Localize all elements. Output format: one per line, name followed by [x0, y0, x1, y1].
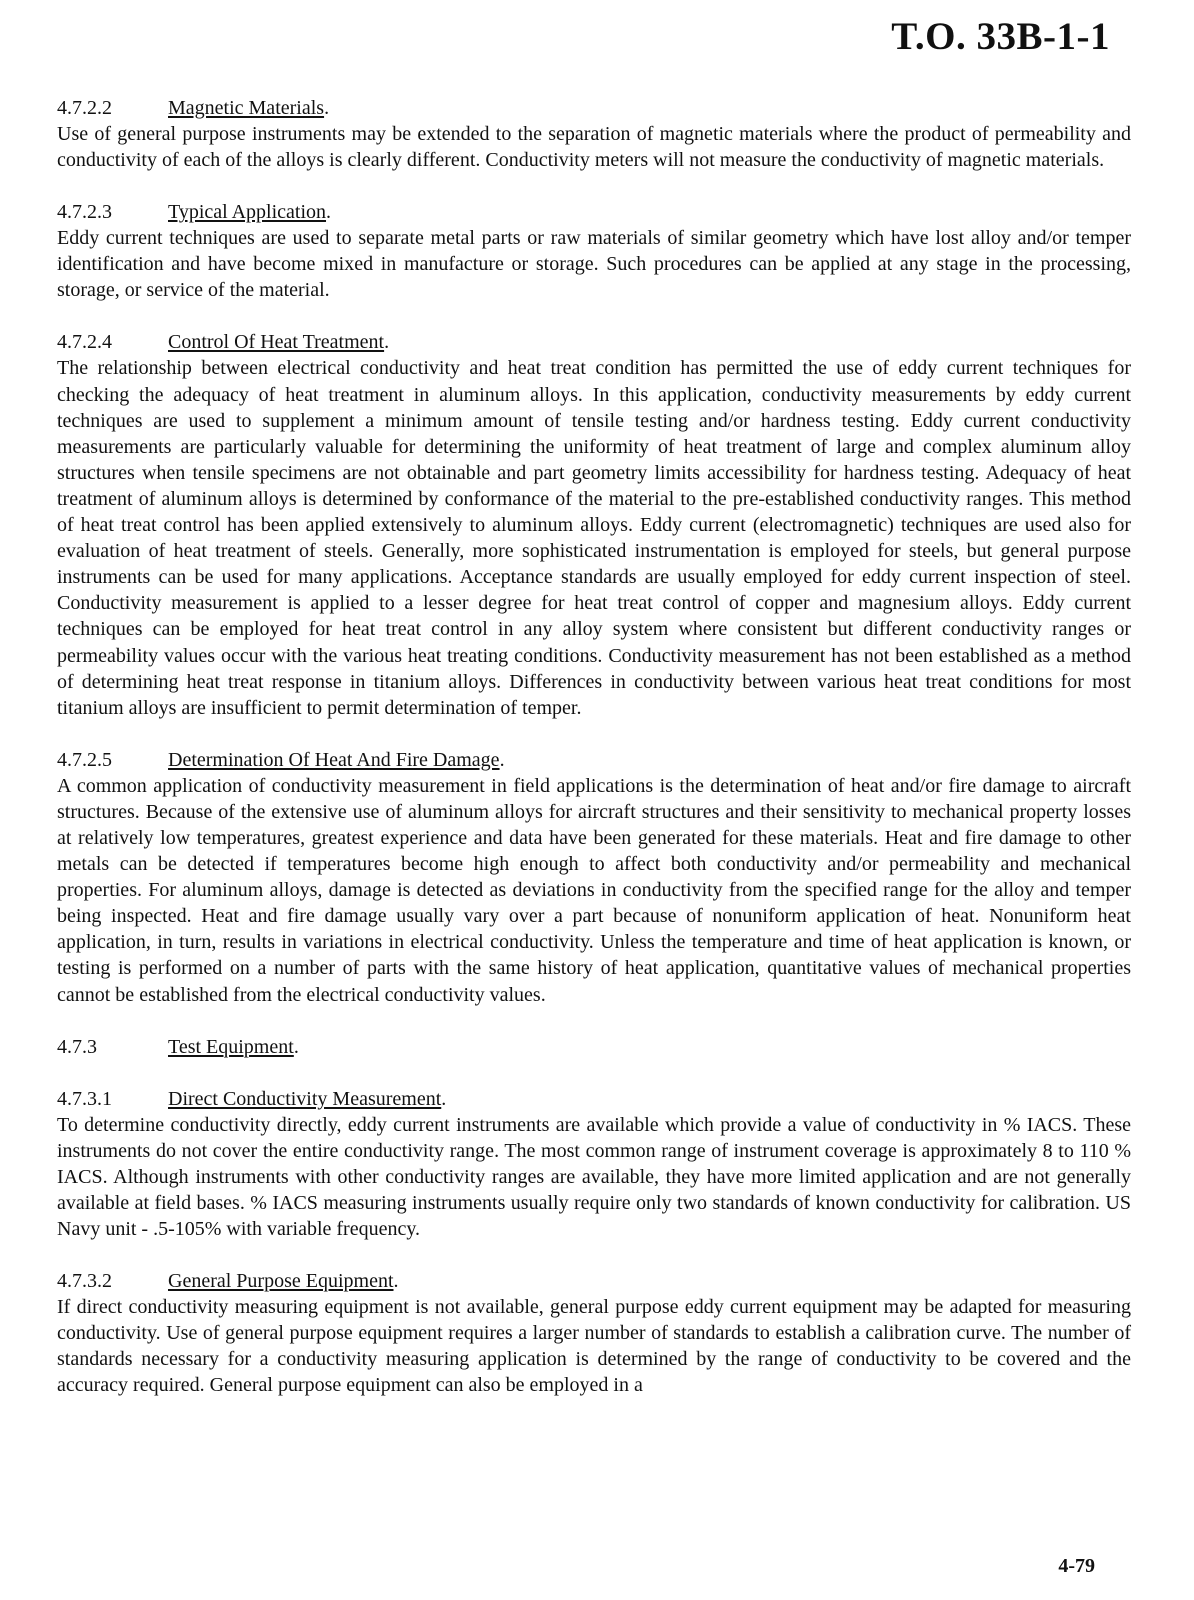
- heading-period: .: [384, 331, 390, 354]
- section-title: Test Equipment: [168, 1035, 294, 1058]
- section-4-7-3-2: [57, 1268, 1131, 1398]
- section-heading: [57, 747, 1131, 773]
- document-id-header: T.O. 33B-1-1: [891, 15, 1110, 58]
- section-number: 4.7.3: [57, 1035, 97, 1058]
- heading-period: .: [393, 1270, 399, 1293]
- section-4-7-2-5: [57, 747, 1131, 1008]
- section-title: Control Of Heat Treatment: [168, 331, 385, 354]
- section-body: A common application of conductivity measurement in field applications is the determination of heat and/or fire damage to aircraft structures. Because of the extensive use of aluminum alloys for aircraft structures and their sensitivity to mechanical property losses at relatively low temperatures, greatest experience and data have been generated for these materials. Heat and fire damage to other metals can be detected if temperatures become high enough to affect both conductivity and/or permeability and mechanical properties. For aluminum alloys, damage is detected as deviations in conductivity from the specified range for the alloy and temper being inspected. Heat and fire damage usually vary over a part because of nonuniform application of heat. Nonuniform heat application, in turn, results in variations in electrical conductivity. Unless the temperature and time of heat application is known, or testing is performed on a number of parts with the same history of heat application, quantitative values of mechanical properties cannot be established from the electrical conductivity values.: [57, 774, 1131, 1006]
- section-heading: [57, 95, 1131, 121]
- section-body: If direct conductivity measuring equipment is not available, general purpose eddy current equipment may be adapted for measuring conductivity. Use of general purpose equipment requires a larger number of standards to establish a calibration curve. The number of standards necessary for a conductivity measuring application is determined by the range of conductivity to be covered and the accuracy required. General purpose equipment can also be employed in a: [57, 1296, 1131, 1397]
- section-number: 4.7.3.1: [57, 1087, 112, 1110]
- section-body: Use of general purpose instruments may be extended to the separation of magnetic materials where the product of permeability and conductivity of each of the alloys is clearly different. Conductivity meters will not measure the conductivity of magnetic materials.: [57, 123, 1131, 172]
- section-number: 4.7.2.2: [57, 97, 112, 119]
- section-body: Eddy current techniques are used to separate metal parts or raw materials of similar geometry which have lost alloy and/or temper identification and have become mixed in manufacture or storage. Such procedures can be applied at any stage in the processing, storage, or service of the material.: [57, 227, 1131, 302]
- section-heading: [57, 1034, 1131, 1060]
- section-number: 4.7.2.5: [57, 748, 112, 771]
- section-title: Magnetic Materials: [168, 97, 325, 119]
- heading-period: .: [499, 748, 505, 771]
- section-title: General Purpose Equipment: [168, 1270, 394, 1293]
- section-number: 4.7.3.2: [57, 1270, 112, 1293]
- section-4-7-2-2: [57, 95, 1131, 173]
- section-4-7-2-4: [57, 329, 1131, 720]
- heading-period: .: [441, 1087, 447, 1110]
- section-number: 4.7.2.4: [57, 331, 112, 354]
- page-content: [57, 95, 1131, 1424]
- section-number: 4.7.2.3: [57, 201, 112, 224]
- section-heading: [57, 329, 1131, 355]
- section-4-7-2-3: [57, 199, 1131, 303]
- section-body: The relationship between electrical conductivity and heat treat condition has permitted the use of eddy current techniques for checking the adequacy of heat treatment in aluminum alloys. In this application, conductivity measurements by eddy current techniques are used to supplement a minimum amount of tensile testing and/or hardness testing. Eddy current conductivity measurements are particularly valuable for determining the uniformity of heat treatment of large and complex aluminum alloy structures when tensile specimens are not obtainable and part geometry limits accessibility for hardness testing. Adequacy of heat treatment of aluminum alloys is determined by conformance of the material to the pre-established conductivity ranges. This method of heat treat control has been applied extensively to aluminum alloys. Eddy current (electromagnetic) techniques are used also for evaluation of heat treatment of steels. Generally, more sophisticated instrumentation is employed for steels, but general purpose instruments can be used for many applications. Acceptance standards are usually employed for eddy current inspection of steel. Conductivity measurement is applied to a lesser degree for heat treat control of copper and magnesium alloys. Eddy current techniques can be employed for heat treat control in any alloy system where consistent but different conductivity ranges or permeability values occur with the various heat treating conditions. Conductivity measurement has not been established as a method of determining heat treat response in titanium alloys. Differences in conductivity between various heat treat conditions for most titanium alloys are insufficient to permit determination of temper.: [57, 357, 1131, 719]
- heading-period: .: [293, 1035, 299, 1058]
- section-title: Direct Conductivity Measurement: [168, 1087, 442, 1110]
- section-4-7-3: [57, 1034, 1131, 1060]
- section-4-7-3-1: [57, 1086, 1131, 1242]
- heading-period: .: [324, 97, 330, 119]
- section-heading: [57, 1086, 1131, 1112]
- page-number: 4-79: [1058, 1555, 1095, 1577]
- heading-period: .: [326, 201, 332, 224]
- section-body: To determine conductivity directly, eddy current instruments are available which provide a value of conductivity in % IACS. These instruments do not cover the entire conductivity range. The most common range of instrument coverage is approximately 8 to 110 % IACS. Although instruments with other conductivity ranges are available, they have more limited application and are not generally available at field bases. % IACS measuring instruments usually require only two standards of known conductivity for calibration. US Navy unit - .5-105% with variable frequency.: [57, 1113, 1131, 1240]
- section-heading: [57, 199, 1131, 225]
- section-title: Typical Application: [168, 201, 327, 224]
- section-heading: [57, 1268, 1131, 1294]
- section-title: Determination Of Heat And Fire Damage: [168, 748, 500, 771]
